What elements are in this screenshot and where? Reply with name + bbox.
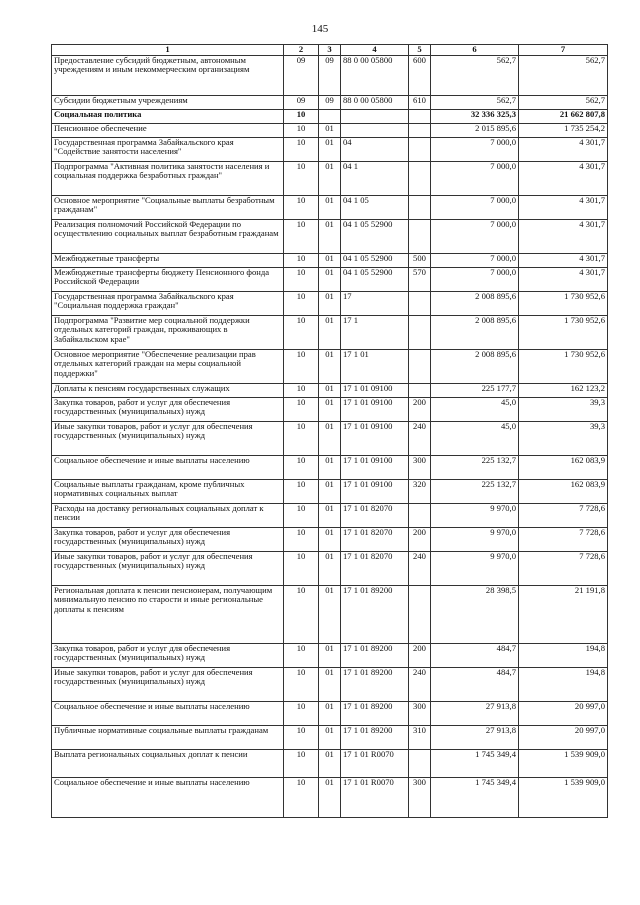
header-cell: 7 [519,45,608,56]
expense-type-cell: 600 [409,56,431,96]
amount-2-cell: 39,3 [519,398,608,422]
target-article-cell: 17 1 01 09100 [341,398,409,422]
expense-type-cell [409,384,431,398]
item-name-cell: Межбюджетные трансферты [52,254,284,268]
amount-2-cell: 21 662 807,8 [519,110,608,124]
subsection-code-cell: 01 [319,422,341,456]
expense-type-cell: 200 [409,644,431,668]
section-code-cell: 10 [284,552,319,586]
expense-type-cell [409,110,431,124]
item-name-cell: Социальное обеспечение и иные выплаты населению [52,778,284,818]
amount-1-cell: 27 913,8 [431,702,519,726]
table-row [52,384,608,398]
amount-1-cell: 7 000,0 [431,138,519,162]
section-code-cell: 10 [284,726,319,750]
target-article-cell: 04 [341,138,409,162]
amount-2-cell: 20 997,0 [519,702,608,726]
expense-type-cell: 200 [409,398,431,422]
expense-type-cell [409,124,431,138]
target-article-cell: 17 1 01 R0070 [341,778,409,818]
expense-type-cell: 300 [409,456,431,480]
amount-1-cell: 2 015 895,6 [431,124,519,138]
target-article-cell: 04 1 05 52900 [341,220,409,254]
amount-2-cell: 4 301,7 [519,162,608,196]
amount-1-cell: 1 745 349,4 [431,750,519,778]
amount-2-cell: 21 191,8 [519,586,608,644]
amount-2-cell: 4 301,7 [519,138,608,162]
amount-2-cell: 20 997,0 [519,726,608,750]
subsection-code-cell: 01 [319,552,341,586]
amount-1-cell: 7 000,0 [431,162,519,196]
table-row [52,110,608,124]
amount-2-cell: 162 083,9 [519,456,608,480]
amount-2-cell: 39,3 [519,422,608,456]
table-header-row [52,45,608,56]
expense-type-cell: 500 [409,254,431,268]
item-name-cell: Межбюджетные трансферты бюджету Пенсионного фонда Российской Федерации [52,268,284,292]
table-row [52,778,608,818]
table-row [52,138,608,162]
subsection-code-cell [319,110,341,124]
amount-2-cell: 562,7 [519,56,608,96]
header-cell: 1 [52,45,284,56]
amount-2-cell: 194,8 [519,644,608,668]
target-article-cell: 17 1 01 82070 [341,504,409,528]
amount-1-cell: 484,7 [431,644,519,668]
amount-2-cell: 162 083,9 [519,480,608,504]
section-code-cell: 10 [284,268,319,292]
table-row [52,254,608,268]
table-row [52,586,608,644]
amount-1-cell: 7 000,0 [431,196,519,220]
expense-type-cell: 300 [409,778,431,818]
amount-1-cell: 28 398,5 [431,586,519,644]
section-code-cell: 10 [284,124,319,138]
subsection-code-cell: 09 [319,56,341,96]
amount-2-cell: 7 728,6 [519,504,608,528]
section-code-cell: 10 [284,528,319,552]
target-article-cell: 04 1 05 [341,196,409,220]
section-code-cell: 09 [284,96,319,110]
amount-1-cell: 9 970,0 [431,504,519,528]
section-code-cell: 09 [284,56,319,96]
item-name-cell: Предоставление субсидий бюджетным, автономным учреждениям и иным некоммерческим организациям [52,56,284,96]
amount-2-cell: 4 301,7 [519,220,608,254]
expense-type-cell: 240 [409,552,431,586]
subsection-code-cell: 01 [319,778,341,818]
table-row [52,292,608,316]
amount-2-cell: 1 730 952,6 [519,292,608,316]
table-row [52,268,608,292]
subsection-code-cell: 01 [319,398,341,422]
item-name-cell: Социальные выплаты гражданам, кроме публичных нормативных социальных выплат [52,480,284,504]
amount-2-cell: 1 730 952,6 [519,316,608,350]
item-name-cell: Социальное обеспечение и иные выплаты населению [52,702,284,726]
expense-type-cell: 200 [409,528,431,552]
header-cell: 6 [431,45,519,56]
header-cell: 4 [341,45,409,56]
item-name-cell: Иные закупки товаров, работ и услуг для обеспечения государственных (муниципальных) нужд [52,422,284,456]
expense-type-cell: 320 [409,480,431,504]
amount-1-cell: 7 000,0 [431,254,519,268]
target-article-cell: 17 1 01 [341,350,409,384]
amount-1-cell: 7 000,0 [431,220,519,254]
item-name-cell: Региональная доплата к пенсии пенсионерам, получающим минимальную пенсию по старости и иные региональные доплаты к пенсиям [52,586,284,644]
section-code-cell: 10 [284,110,319,124]
section-code-cell: 10 [284,702,319,726]
expense-type-cell: 300 [409,702,431,726]
target-article-cell: 04 1 05 52900 [341,268,409,292]
section-code-cell: 10 [284,668,319,702]
target-article-cell: 17 1 01 82070 [341,552,409,586]
amount-2-cell: 162 123,2 [519,384,608,398]
section-code-cell: 10 [284,196,319,220]
table-row [52,96,608,110]
amount-2-cell: 4 301,7 [519,254,608,268]
expense-type-cell [409,586,431,644]
target-article-cell: 04 1 [341,162,409,196]
section-code-cell: 10 [284,456,319,480]
table-row [52,316,608,350]
section-code-cell: 10 [284,138,319,162]
amount-1-cell: 225 177,7 [431,384,519,398]
amount-1-cell: 27 913,8 [431,726,519,750]
subsection-code-cell: 01 [319,162,341,196]
table-row [52,220,608,254]
item-name-cell: Основное мероприятие "Обеспечение реализации прав отдельных категорий граждан на меры социальной поддержки" [52,350,284,384]
item-name-cell: Иные закупки товаров, работ и услуг для обеспечения государственных (муниципальных) нужд [52,552,284,586]
item-name-cell: Подпрограмма "Развитие мер социальной поддержки отдельных категорий граждан, проживающих в Забайкальском крае" [52,316,284,350]
budget-table [51,44,608,818]
amount-2-cell: 1 735 254,2 [519,124,608,138]
expense-type-cell [409,196,431,220]
subsection-code-cell: 01 [319,138,341,162]
item-name-cell: Государственная программа Забайкальского края "Социальная поддержка граждан" [52,292,284,316]
subsection-code-cell: 09 [319,96,341,110]
section-code-cell: 10 [284,398,319,422]
table-row [52,480,608,504]
subsection-code-cell: 01 [319,384,341,398]
item-name-cell: Доплаты к пенсиям государственных служащих [52,384,284,398]
target-article-cell: 17 1 01 09100 [341,384,409,398]
amount-1-cell: 562,7 [431,56,519,96]
subsection-code-cell: 01 [319,586,341,644]
table-row [52,398,608,422]
section-code-cell: 10 [284,644,319,668]
target-article-cell: 17 1 01 09100 [341,480,409,504]
section-code-cell: 10 [284,350,319,384]
table-row [52,350,608,384]
target-article-cell: 17 1 01 89200 [341,726,409,750]
target-article-cell: 17 1 01 09100 [341,422,409,456]
subsection-code-cell: 01 [319,292,341,316]
subsection-code-cell: 01 [319,254,341,268]
table-row [52,56,608,96]
item-name-cell: Закупка товаров, работ и услуг для обеспечения государственных (муниципальных) нужд [52,644,284,668]
subsection-code-cell: 01 [319,504,341,528]
expense-type-cell: 310 [409,726,431,750]
subsection-code-cell: 01 [319,316,341,350]
subsection-code-cell: 01 [319,644,341,668]
subsection-code-cell: 01 [319,124,341,138]
page-number: 145 [311,23,329,35]
amount-1-cell: 9 970,0 [431,552,519,586]
table-row [52,504,608,528]
section-code-cell: 10 [284,220,319,254]
section-code-cell: 10 [284,254,319,268]
section-code-cell: 10 [284,422,319,456]
item-name-cell: Закупка товаров, работ и услуг для обеспечения государственных (муниципальных) нужд [52,528,284,552]
subsection-code-cell: 01 [319,220,341,254]
target-article-cell: 04 1 05 52900 [341,254,409,268]
subsection-code-cell: 01 [319,528,341,552]
amount-1-cell: 9 970,0 [431,528,519,552]
target-article-cell: 17 1 01 89200 [341,668,409,702]
target-article-cell: 17 1 01 09100 [341,456,409,480]
target-article-cell: 17 1 01 89200 [341,702,409,726]
table-row [52,668,608,702]
item-name-cell: Социальное обеспечение и иные выплаты населению [52,456,284,480]
expense-type-cell: 610 [409,96,431,110]
amount-1-cell: 45,0 [431,422,519,456]
table-row [52,162,608,196]
expense-type-cell: 570 [409,268,431,292]
expense-type-cell: 240 [409,668,431,702]
section-code-cell: 10 [284,504,319,528]
expense-type-cell [409,220,431,254]
item-name-cell: Иные закупки товаров, работ и услуг для обеспечения государственных (муниципальных) нужд [52,668,284,702]
item-name-cell: Пенсионное обеспечение [52,124,284,138]
item-name-cell: Социальная политика [52,110,284,124]
target-article-cell [341,110,409,124]
amount-1-cell: 225 132,7 [431,456,519,480]
section-code-cell: 10 [284,750,319,778]
subsection-code-cell: 01 [319,726,341,750]
header-cell: 5 [409,45,431,56]
target-article-cell [341,124,409,138]
header-cell: 3 [319,45,341,56]
section-code-cell: 10 [284,480,319,504]
expense-type-cell [409,138,431,162]
amount-1-cell: 562,7 [431,96,519,110]
item-name-cell: Государственная программа Забайкальского края "Содействие занятости населения" [52,138,284,162]
amount-2-cell: 4 301,7 [519,268,608,292]
amount-1-cell: 225 132,7 [431,480,519,504]
target-article-cell: 17 1 01 89200 [341,586,409,644]
amount-1-cell: 45,0 [431,398,519,422]
subsection-code-cell: 01 [319,196,341,220]
amount-2-cell: 1 539 909,0 [519,750,608,778]
amount-1-cell: 1 745 349,4 [431,778,519,818]
section-code-cell: 10 [284,384,319,398]
target-article-cell: 17 1 01 82070 [341,528,409,552]
amount-2-cell: 7 728,6 [519,528,608,552]
subsection-code-cell: 01 [319,350,341,384]
expense-type-cell [409,292,431,316]
subsection-code-cell: 01 [319,268,341,292]
subsection-code-cell: 01 [319,456,341,480]
item-name-cell: Публичные нормативные социальные выплаты гражданам [52,726,284,750]
item-name-cell: Расходы на доставку региональных социальных доплат к пенсии [52,504,284,528]
target-article-cell: 88 0 00 05800 [341,56,409,96]
amount-2-cell: 194,8 [519,668,608,702]
section-code-cell: 10 [284,586,319,644]
table-row [52,552,608,586]
table-row [52,528,608,552]
amount-2-cell: 4 301,7 [519,196,608,220]
amount-1-cell: 484,7 [431,668,519,702]
amount-1-cell: 2 008 895,6 [431,292,519,316]
amount-1-cell: 2 008 895,6 [431,316,519,350]
table-row [52,422,608,456]
amount-1-cell: 7 000,0 [431,268,519,292]
amount-1-cell: 2 008 895,6 [431,350,519,384]
table-row [52,196,608,220]
subsection-code-cell: 01 [319,668,341,702]
target-article-cell: 17 [341,292,409,316]
table-row [52,750,608,778]
table-row [52,124,608,138]
target-article-cell: 17 1 [341,316,409,350]
target-article-cell: 88 0 00 05800 [341,96,409,110]
subsection-code-cell: 01 [319,750,341,778]
item-name-cell: Выплата региональных социальных доплат к пенсии [52,750,284,778]
expense-type-cell: 240 [409,422,431,456]
amount-1-cell: 32 336 325,3 [431,110,519,124]
subsection-code-cell: 01 [319,702,341,726]
expense-type-cell [409,750,431,778]
item-name-cell: Закупка товаров, работ и услуг для обеспечения государственных (муниципальных) нужд [52,398,284,422]
table-row [52,726,608,750]
table-row [52,644,608,668]
item-name-cell: Реализация полномочий Российской Федерации по осуществлению социальных выплат безработным гражданам [52,220,284,254]
section-code-cell: 10 [284,778,319,818]
section-code-cell: 10 [284,292,319,316]
target-article-cell: 17 1 01 R0070 [341,750,409,778]
item-name-cell: Основное мероприятие "Социальные выплаты безработным гражданам" [52,196,284,220]
expense-type-cell [409,162,431,196]
subsection-code-cell: 01 [319,480,341,504]
amount-2-cell: 1 539 909,0 [519,778,608,818]
amount-2-cell: 562,7 [519,96,608,110]
section-code-cell: 10 [284,162,319,196]
amount-2-cell: 1 730 952,6 [519,350,608,384]
item-name-cell: Субсидии бюджетным учреждениям [52,96,284,110]
table-row [52,456,608,480]
expense-type-cell [409,350,431,384]
item-name-cell: Подпрограмма "Активная политика занятости населения и социальная поддержка безработных граждан" [52,162,284,196]
table-row [52,702,608,726]
header-cell: 2 [284,45,319,56]
amount-2-cell: 7 728,6 [519,552,608,586]
expense-type-cell [409,504,431,528]
expense-type-cell [409,316,431,350]
section-code-cell: 10 [284,316,319,350]
target-article-cell: 17 1 01 89200 [341,644,409,668]
